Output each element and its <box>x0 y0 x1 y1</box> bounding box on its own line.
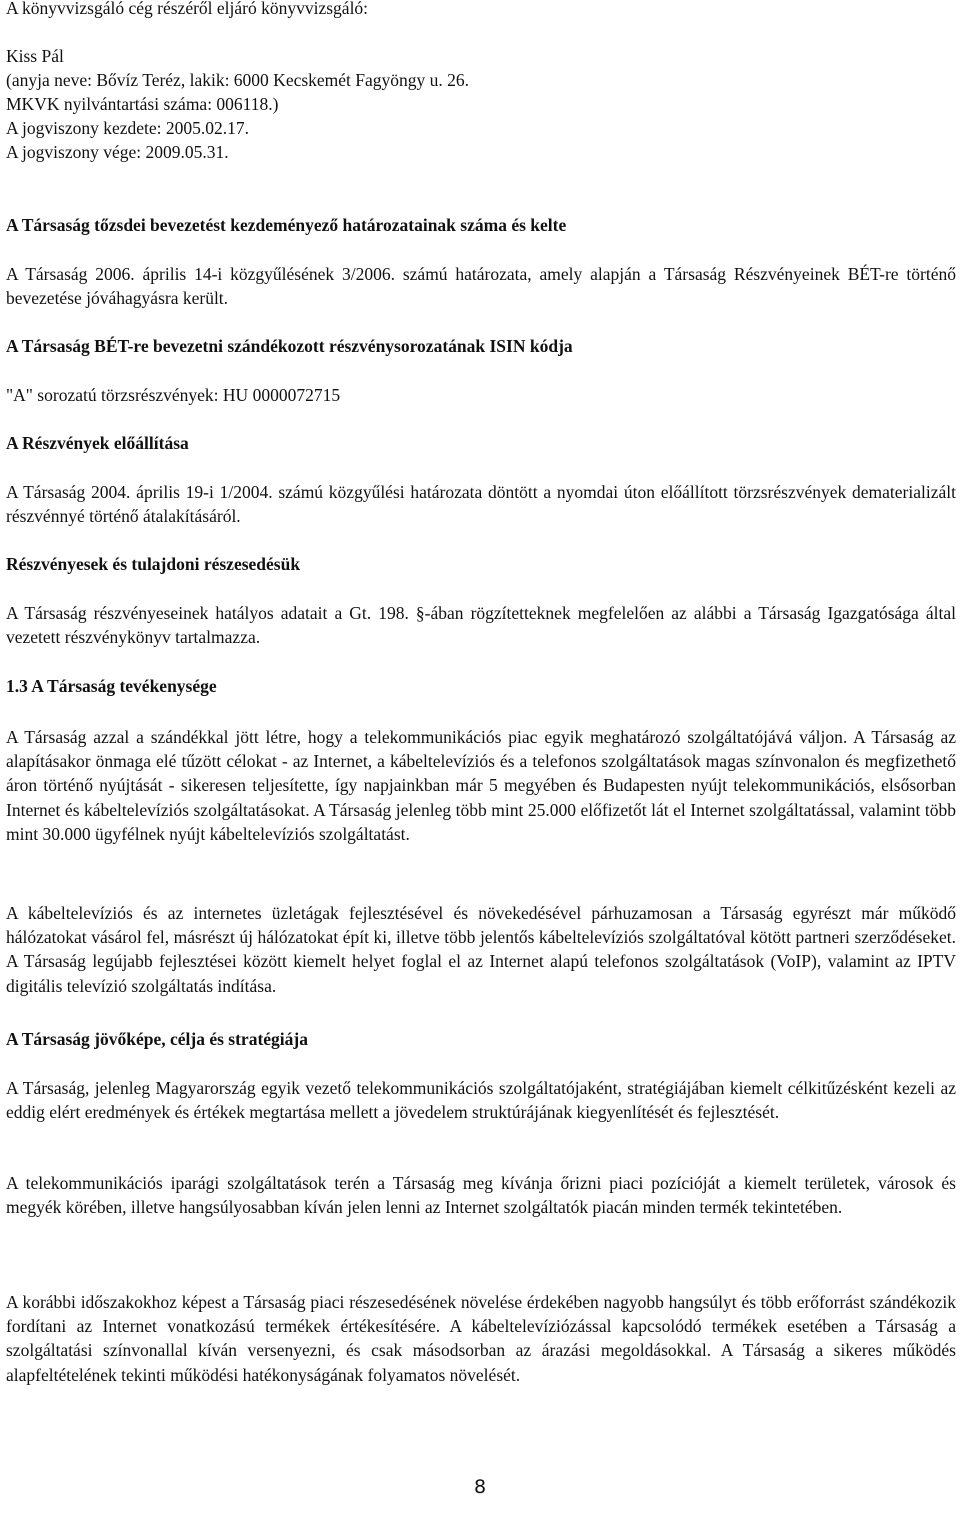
strategy-heading: A Társaság jövőképe, célja és stratégiája <box>6 1029 308 1049</box>
auditor-header: A könyvvizsgáló cég részéről eljáró könyvvizsgáló: <box>6 0 369 18</box>
auditor-details: (anyja neve: Bővíz Teréz, lakik: 6000 Kecskemét Fagyöngy u. 26. <box>6 70 470 90</box>
shareholders-heading: Részvényesek és tulajdoni részesedésük <box>6 554 301 574</box>
strategy-paragraph-2: A telekommunikációs iparági szolgáltatások terén a Társaság meg kívánja őrizni piaci pozícióját a kiemelt területek, városok és megyék körében, illetve hangsúlyosabban kíván jelen lenni az Internet szolgáltatók piacán minden termék tekintetében. <box>6 1173 956 1218</box>
page-number: 8 <box>473 1476 487 1498</box>
resolutions-heading: A Társaság tőzsdei bevezetést kezdeményező határozatainak száma és kelte <box>6 215 567 235</box>
production-text: A Társaság 2004. április 19-i 1/2004. számú közgyűlési határozata döntött a nyomdai úton előállított törzsrészvények dematerializált részvénnyé történő átalakításáról. <box>6 482 956 527</box>
activity-paragraph-2: A kábeltelevíziós és az internetes üzletágak fejlesztésével és növekedésével párhuzamosan a Társaság egyrészt már működő hálózatokat vásárol fel, másrészt új hálózatokat épít ki, illetve több jelentős kábeltelevíziós szolgáltatóval kötött partneri szerződéseket. A Társaság legújabb fejlesztései között kiemelt helyet foglal el az Internet alapú telefonos szolgáltatások (VoIP), valamint az IPTV digitális televízió szolgáltatás indítása. <box>6 903 956 996</box>
contract-start: A jogviszony kezdete: 2005.02.17. <box>6 118 250 138</box>
strategy-paragraph-1: A Társaság, jelenleg Magyarország egyik vezető telekommunikációs szolgáltatójaként, stratégiájában kiemelt célkitűzésként kezeli az eddig elért eredmények és értékek megtartása mellett a jövedelem struktúrájának kiegyenlítését és fejlesztését. <box>6 1078 956 1123</box>
activity-paragraph-1: A Társaság azzal a szándékkal jött létre, hogy a telekommunikációs piac egyik meghatározó szolgáltatójává váljon. A Társaság az alapításakor önmaga elé tűzött célokat - az Internet, a kábeltelevíziós és a telefonos szolgáltatások magas színvonalon és megfizethető áron történő nyújtását - sikeresen teljesítette, így napjainkban már 5 megyében és Budapesten nyújt telekommunikációs, elsősorban Internet és kábeltelevíziós szolgáltatásokat. A Társaság jelenleg több mint 25.000 előfizetőt lát el Internet szolgáltatással, valamint több mint 30.000 ügyfélnek nyújt kábeltelevíziós szolgáltatást. <box>6 727 956 844</box>
auditor-registry: MKVK nyilvántartási száma: 006118.) <box>6 94 279 114</box>
strategy-paragraph-3: A korábbi időszakokhoz képest a Társaság piaci részesedésének növelése érdekében nagyobb hangsúlyt és több erőforrást szándékozik fordítani az Internet vonatkozású termékek értékesítésére. A kábeltelevíziózással kapcsolódó termékek esetében a Társaság a szolgáltatási színvonallal kíván versenyezni, és csak másodsorban az árazási megoldásokkal. A Társaság a sikeres működés alapfeltételének tekinti működési hatékonyságának folyamatos növelését. <box>6 1292 956 1385</box>
activity-heading: 1.3 A Társaság tevékenysége <box>6 676 217 696</box>
isin-text: "A" sorozatú törzsrészvények: HU 0000072715 <box>6 385 341 405</box>
production-heading: A Részvények előállítása <box>6 433 189 453</box>
resolutions-text: A Társaság 2006. április 14-i közgyűlésének 3/2006. számú határozata, amely alapján a Társaság Részvényeinek BÉT-re történő bevezetése jóváhagyásra került. <box>6 264 956 309</box>
shareholders-text: A Társaság részvényeseinek hatályos adatait a Gt. 198. §-ában rögzítetteknek megfelelően az alábbi a Társaság Igazgatósága által vezetett részvénykönyv tartalmazza. <box>6 603 956 648</box>
contract-end: A jogviszony vége: 2009.05.31. <box>6 142 229 162</box>
isin-heading: A Társaság BÉT-re bevezetni szándékozott részvénysorozatának ISIN kódja <box>6 336 573 356</box>
auditor-name: Kiss Pál <box>6 46 64 66</box>
